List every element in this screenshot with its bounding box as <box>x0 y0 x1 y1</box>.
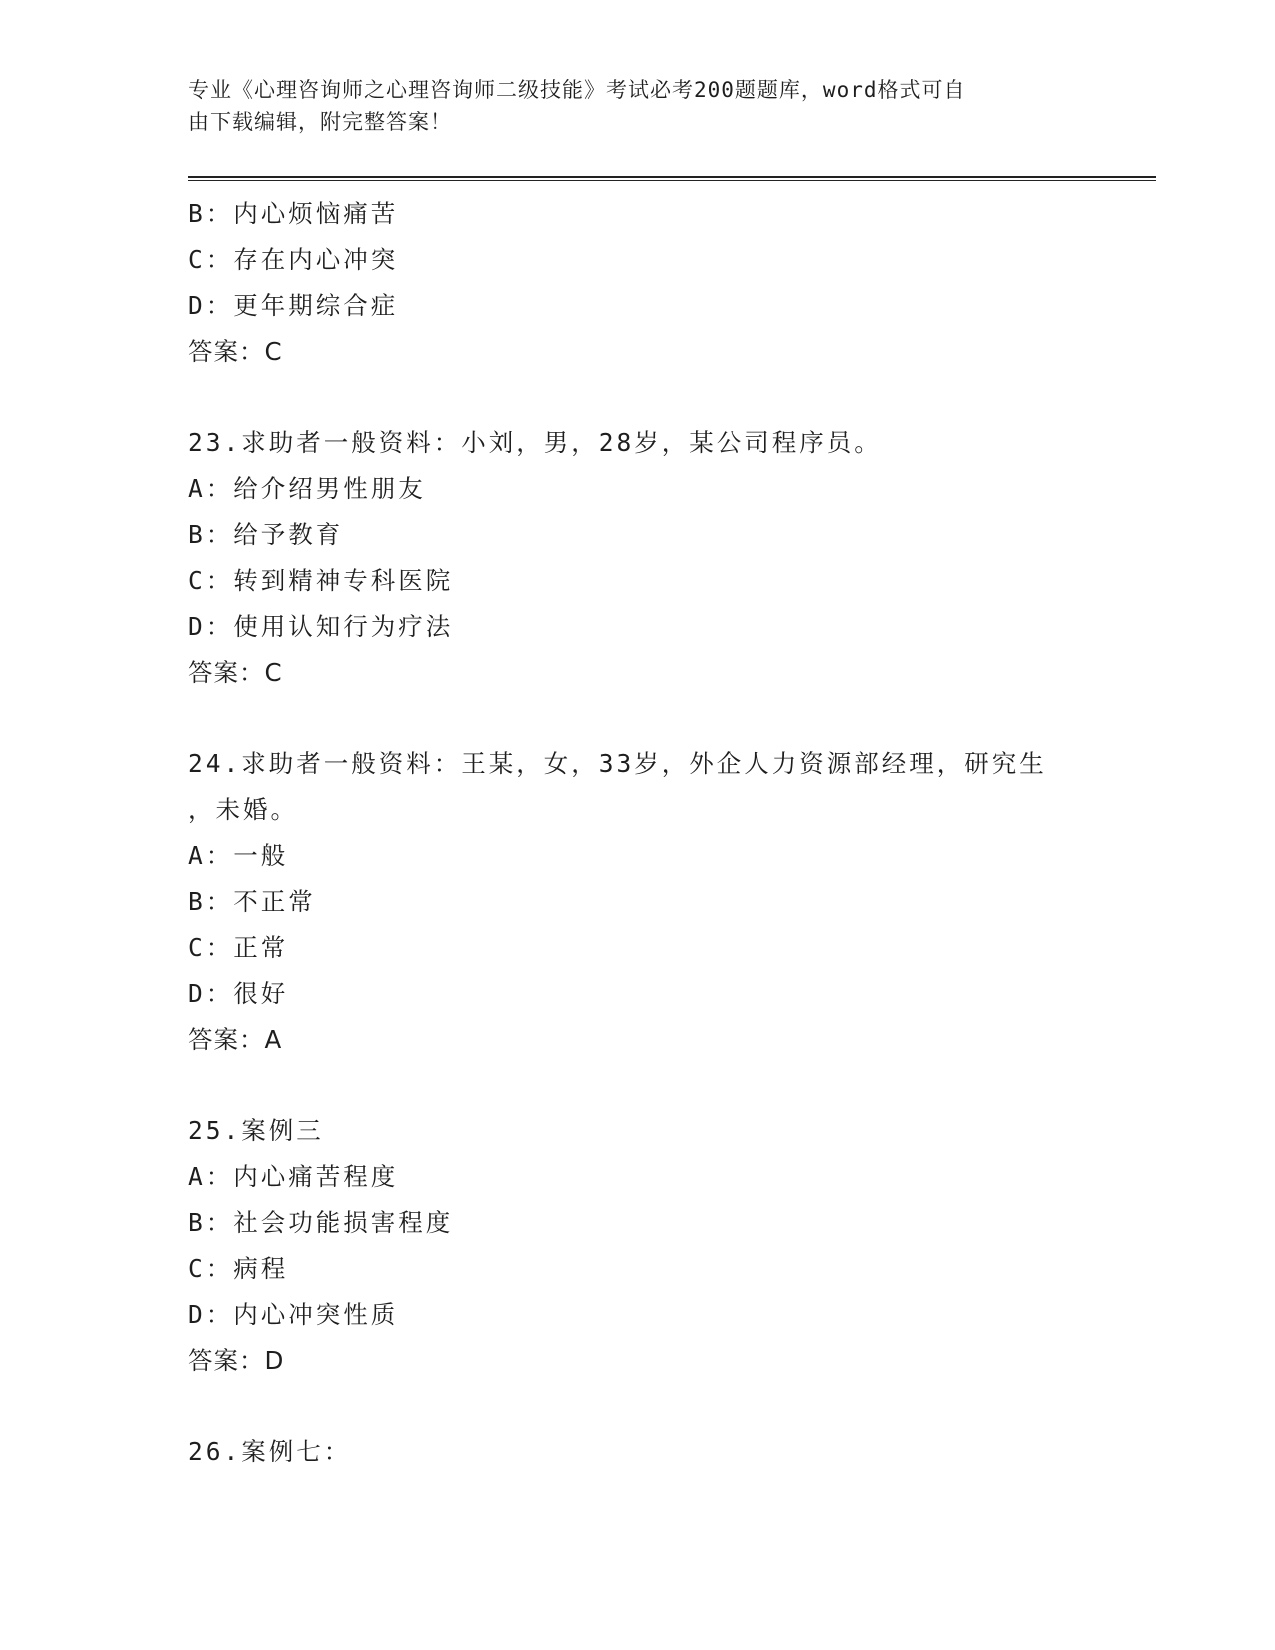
header-divider <box>188 176 1156 181</box>
question-stem-continued: ，未婚。 <box>188 795 298 824</box>
spacer <box>188 696 1088 741</box>
header-line-2: 由下载编辑，附完整答案！ <box>188 110 452 134</box>
option-c: C：病程 <box>188 1254 289 1283</box>
option-d: D：使用认知行为疗法 <box>188 612 454 641</box>
answer-line: 答案：A <box>188 1025 283 1054</box>
header-line-1: 专业《心理咨询师之心理咨询师二级技能》考试必考200题题库，word格式可自 <box>188 78 966 102</box>
option-c: C：正常 <box>188 933 289 962</box>
option-a: A：内心痛苦程度 <box>188 1162 399 1191</box>
question-stem: 23.求助者一般资料：小刘，男，28岁，某公司程序员。 <box>188 428 882 457</box>
option-c: C：存在内心冲突 <box>188 245 399 274</box>
spacer <box>188 1384 1088 1429</box>
question-stem: 26.案例七： <box>188 1437 352 1466</box>
question-26 <box>188 1429 1088 1475</box>
question-stem: 25.案例三 <box>188 1116 324 1145</box>
answer-line: 答案：C <box>188 337 283 366</box>
option-d: D：更年期综合症 <box>188 291 399 320</box>
option-b: B：内心烦恼痛苦 <box>188 199 399 228</box>
continued-question <box>188 191 1088 375</box>
option-b: B：不正常 <box>188 887 316 916</box>
option-b: B：社会功能损害程度 <box>188 1208 454 1237</box>
question-stem: 24.求助者一般资料：王某，女，33岁，外企人力资源部经理，研究生 <box>188 749 1047 778</box>
spacer <box>188 1063 1088 1108</box>
question-24 <box>188 741 1088 1063</box>
option-d: D：内心冲突性质 <box>188 1300 399 1329</box>
option-b: B：给予教育 <box>188 520 344 549</box>
question-25 <box>188 1108 1088 1384</box>
answer-line: 答案：C <box>188 658 283 687</box>
spacer <box>188 375 1088 420</box>
question-list <box>188 191 1088 1475</box>
document-header <box>188 74 1068 138</box>
option-a: A：给介绍男性朋友 <box>188 474 426 503</box>
option-c: C：转到精神专科医院 <box>188 566 454 595</box>
option-d: D：很好 <box>188 979 289 1008</box>
answer-line: 答案：D <box>188 1346 285 1375</box>
question-23 <box>188 420 1088 696</box>
option-a: A：一般 <box>188 841 289 870</box>
